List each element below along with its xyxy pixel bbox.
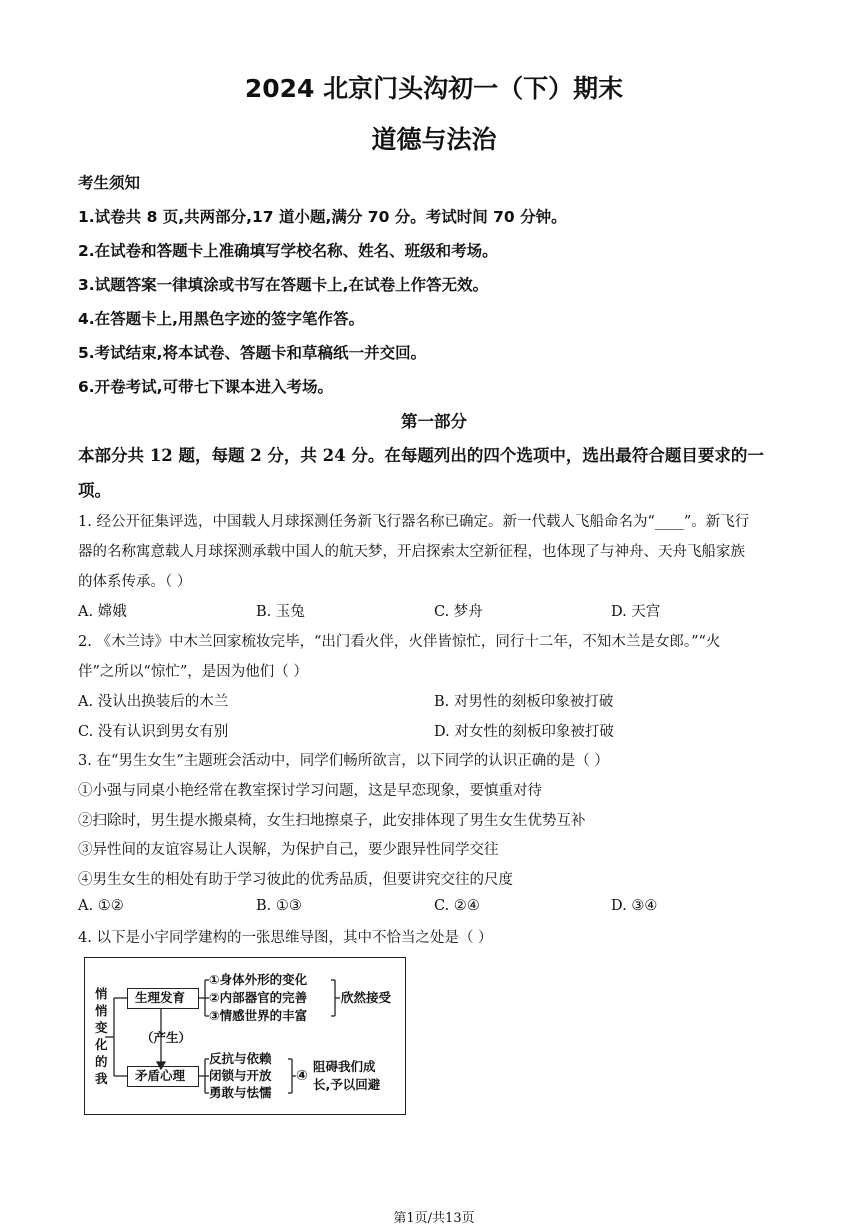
mind-item: ②内部器官的完善 (209, 990, 308, 1005)
mind-root-char: 悄 (95, 986, 108, 1001)
q1-stem: 1. 经公开征集评选，中国载人月球探测任务新飞行器名称已确定。新一代载人飞船命名为“____”。新飞行 (78, 514, 750, 530)
mind-root-char: 悄 (95, 1003, 108, 1018)
q2-option-b: B. 对男性的刻板印象被打破 (434, 694, 614, 710)
q1-stem: 的体系传承。（ ） (78, 574, 192, 590)
page-number: 第1页/共13页 (393, 1211, 475, 1226)
mind-node-label: 生理发育 (135, 990, 186, 1005)
mind-result: 长,予以回避 (313, 1077, 381, 1092)
mind-root-char: 化 (95, 1037, 108, 1052)
q3-option-d: D. ③④ (611, 898, 658, 914)
mind-item: 勇敢与怯懦 (209, 1085, 272, 1100)
mind-item: 闭锁与开放 (209, 1068, 272, 1083)
q1-option-b: B. 玉兔 (256, 604, 305, 620)
notice-item: 1.试卷共 8 页,共两部分,17 道小题,满分 70 分。考试时间 70 分钟。 (78, 208, 567, 226)
notice-item: 2.在试卷和答题卡上准确填写学校名称、姓名、班级和考场。 (78, 242, 498, 260)
mind-item: ③情感世界的丰富 (209, 1008, 308, 1023)
q2-option-c: C. 没有认识到男女有别 (78, 724, 229, 740)
q3-option-a: A. ①② (78, 898, 124, 914)
q3-option-c: C. ②④ (434, 898, 480, 914)
q2-option-a: A. 没认出换装后的木兰 (78, 694, 229, 710)
q3-statement: ④男生女生的相处有助于学习彼此的优秀品质，但要讲究交往的尺度 (78, 872, 513, 888)
q3-statement: ①小强与同桌小艳经常在教室探讨学习问题，这是早恋现象，要慎重对待 (78, 783, 542, 799)
notice-item: 6.开卷考试,可带七下课本进入考场。 (78, 378, 334, 396)
mind-item: 反抗与依赖 (209, 1051, 272, 1066)
q4-stem: 4. 以下是小宇同学建构的一张思维导图，其中不恰当之处是（ ） (78, 930, 493, 946)
part1-heading: 第一部分 (401, 412, 467, 431)
notice-item: 5.考试结束,将本试卷、答题卡和草稿纸一并交回。 (78, 344, 427, 362)
mind-result: 阻碍我们成 (313, 1059, 376, 1074)
q1-option-a: A. 嫦娥 (78, 604, 127, 620)
q2-stem: 2. 《木兰诗》中木兰回家梳妆完毕，“出门看火伴，火伴皆惊忙，同行十二年，不知木兰是女郎。”“火 (78, 634, 721, 650)
mind-node-physical (127, 988, 199, 1009)
q3-statement: ②扫除时，男生提水搬桌椅，女生扫地擦桌子，此安排体现了男生女生优势互补 (78, 813, 586, 829)
mind-link-label: （产生） (141, 1030, 192, 1045)
mind-marker: ④ (296, 1068, 308, 1084)
q3-stem: 3. 在“男生女生”主题班会活动中，同学们畅所欲言，以下同学的认识正确的是（ ） (78, 753, 609, 769)
q2-stem: 伴”之所以“惊忙”，是因为他们（ ） (78, 664, 308, 680)
notice-item: 4.在答题卡上,用黑色字迹的签字笔作答。 (78, 310, 365, 328)
mind-map (84, 957, 406, 1115)
mind-root-char: 的 (95, 1054, 108, 1069)
mind-root-char: 变 (95, 1020, 108, 1035)
q1-stem: 器的名称寓意载人月球探测承载中国人的航天梦，开启探索太空新征程，也体现了与神舟、天舟飞船家族 (78, 544, 745, 560)
mind-result: 欣然接受 (341, 990, 392, 1005)
mind-node-label: 矛盾心理 (135, 1068, 186, 1083)
page-title: 2024 北京门头沟初一（下）期末 (244, 74, 624, 103)
q2-option-d: D. 对女性的刻板印象被打破 (434, 724, 614, 740)
notice-heading: 考生须知 (78, 174, 141, 192)
mind-node-psychology (127, 1066, 199, 1087)
part1-instruction: 项。 (78, 481, 111, 500)
mind-item: ①身体外形的变化 (209, 972, 308, 987)
notice-item: 3.试题答案一律填涂或书写在答题卡上,在试卷上作答无效。 (78, 276, 489, 294)
page-subtitle: 道德与法治 (371, 125, 497, 154)
mind-root-char: 我 (95, 1071, 108, 1086)
q1-option-c: C. 梦舟 (434, 604, 483, 620)
q1-option-d: D. 天宫 (611, 604, 661, 620)
q3-statement: ③异性间的友谊容易让人误解，为保护自己，要少跟异性同学交往 (78, 842, 499, 858)
part1-instruction: 本部分共 12 题，每题 2 分，共 24 分。在每题列出的四个选项中，选出最符合题目要求的一 (78, 446, 764, 465)
q3-option-b: B. ①③ (256, 898, 302, 914)
